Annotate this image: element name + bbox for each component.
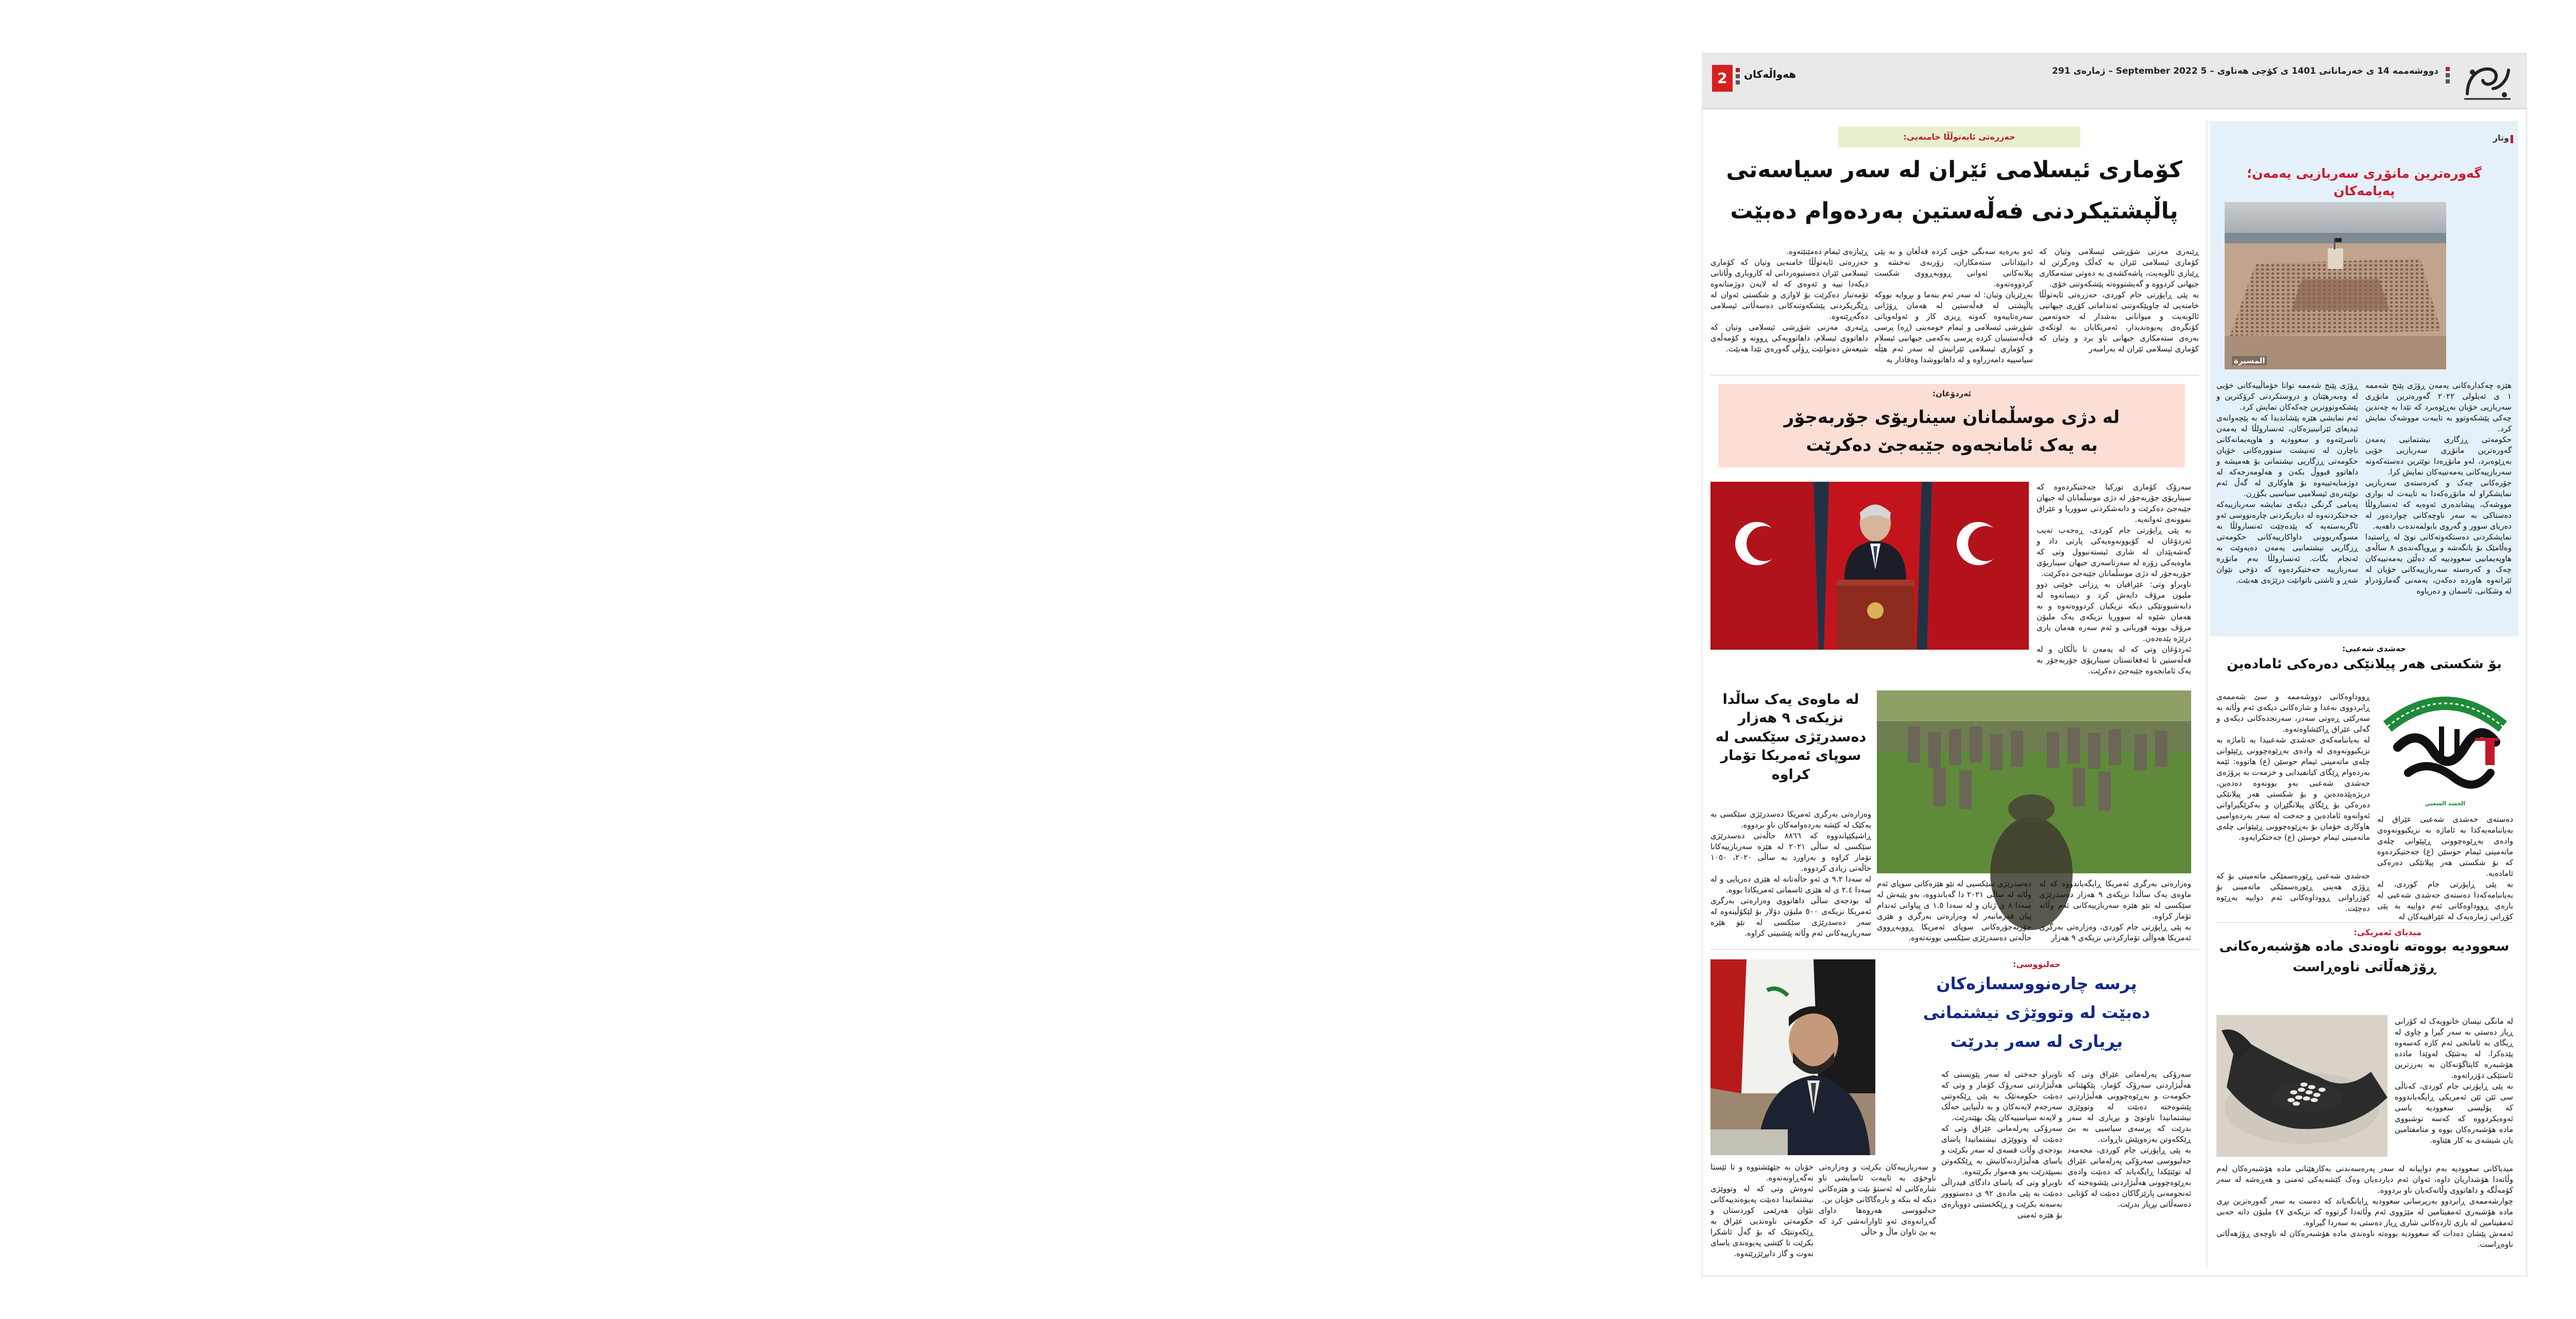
- opinion-body-right: هێزە چەکدارەکانی یەمەن ڕۆژی پێنج شەممە ١ ی ئەیلولی ٢٠٢٢ گەورەترین مانۆڕی سەربازیی خۆیان بەڕێوەبرد کە تێدا بە چەندین چەکی پێشکەوتوو بە تایبەت مووشەک نمایش کرد. حکومەتی ڕزگاری نیشتمانیی یەمەن گەورەترین مانۆڕی سەربازیی خۆیی بەڕێوەبرد، لەو مانۆڕەدا نوێترین دەستەکەوتە سەربازییەکانی یەمەنییەکان نمایش کرا. جۆرەکانی چەک و کەرەستەی سەربازیی نمایشکراو لە مانۆڕەکەدا بە تایبەت لە بواری مووشەک، پیشاندەری ئەوەیە کە ئەنسارولڵا دەستاکی بە سەر ناوچەکانی چواردەور لە دەریای سوور و گەروی بابولمەندەب داهەیە. نمایشکردنی دەستکەوتەکانی نوێ لە ڕاستیدا وەڵامێک بۆ بانگەشە و پڕوپاگەندەی ٨ ساڵەی هاوپەیمانیی سعوودییە کە دەڵێن یەمەنییەکان چەک و کەرەستە سەربازییەکانی خۆیان لە ئێرانەوە هاوردە دەکەن، یەمەنی گەمارۆدراو لە وشکانی، ئاسمان و دەریاوە: [2365, 381, 2512, 596]
- hashd-headline: بۆ شکستی هەر پیلانێکی دەرەکی ئامادەین: [2227, 656, 2502, 672]
- usarmy-headline-4: سوپای ئەمریکا تۆمار کراوە: [1720, 748, 1861, 783]
- lead-col-2: ئەو بەرەیە سەنگی خۆیی کردە قەڵغان و بە پێی دانپێدانانی ستەمکاران، زۆربەی نەخشە و پیلانەکانی ئەوانی ڕووبەڕووی شکست کردووەتەوە. بەڕێزیان وتیان: لە سەر ئەم بنەما و بڕوایە بووکە پاڵپشتی لە فەڵەستین لە هەمان ڕۆژانی سەرەتاییەوە کەوتە ڕیزی کار و ئەولەویاتی شۆڕشی ئیسلامی و ئیمام خومەینی (ڕە) پرسی فەڵەستینیان کردە پرسی یەکەمی جیهانیی ئیسلام و کۆماری ئیسلامی ئێرانیش لە سەر ئەم هێڵە سیاسییە دامەزراوە و لە داهاتووشدا وەفادار بە: [1874, 247, 2033, 364]
- halbousi-headline-3: بڕیاری لە سەر بدرێت: [1950, 1031, 2123, 1051]
- saudi-headline-2: ڕۆژهەڵاتی ناوەڕاست: [2292, 959, 2436, 975]
- page-number: 2: [1717, 70, 1727, 87]
- page-number-badge: [1712, 65, 1733, 92]
- erdogan-headline-2: بە یەک ئامانجەوە جێبەجێ دەکرێت: [1806, 435, 2098, 455]
- hashd-logo-text: الحشد الشعبي: [2425, 800, 2466, 807]
- halbousi-photo[interactable]: [1710, 959, 1875, 1155]
- erdogan-kicker: ئەردۆغان:: [1932, 389, 1972, 398]
- section-marker: [1736, 68, 1740, 91]
- usarmy-headline-1: لە ماوەی یەک ساڵدا: [1722, 691, 1859, 707]
- opinion-photo[interactable]: [2225, 202, 2446, 369]
- erdogan-photo[interactable]: [1710, 482, 2029, 650]
- halbousi-col-3: و سەربازییەکان بکرێت و وەزارەتی ناوخۆی بە تایبەت ئاسایشی ناو شارەکانی لە ئەستۆ بێت و هێزەکانی دیکە لە بنکە و بارەگاکانی خۆیان بن. حەلبووسی هەروەها داوای گەڕانەوەی ئەو ئاوارانەشی کرد کە بە بێ تاوان ماڵ و حاڵی: [1819, 1162, 1936, 1237]
- divider-army: [1710, 949, 2199, 950]
- opinion-label: وتار: [2493, 133, 2509, 143]
- opinion-body-left: ڕۆژی پێنج شەممە توانا خۆماڵییەکانی خۆیی لە وەبەرهێنان و دروستکردنی کرۆکترین و پێشکەوتووترین چەکەکان نمایش کرد. ئەم نمایشی هێزە پێشاندیدا کە بە پێچەوانەی ئیدیعای ئێرانینیزەکان، ئەنسارولڵا لە یەمەن ناسرێتەوە و سعوودیە و هاوپەیمانەکانی ناچارن لە تەنیشت سنوورەکانی خۆیان حکومەتی ڕزگاریی نیشتمانی بۆ هەمیشە و داهاتوو قبووڵ بکەن و هەلومەرجەکە لە دوژمنایەتییەوە بۆ هاوکاری لە گەڵ ئەم نوێنەرەی ئیسلامیی سیاسیی بگۆڕن. پەیامی گرنگی دیکەی نمایشە سەربازییەکە جەختکردنەوە لە دیاریکردنی چارەنووسی ئەو ئاگربەستەیە کە پێدەچێت ئەنسارولڵا بە مسوگەربوونی داواکارییەکانی حکومەتی ڕزگاریی نیشتمانیی یەمەن دەیەوێت بە ئەنجام بگات. ئەنسارولڵا بەم مانۆڕە سەربازییە جەختیکردەوە کە دۆخی نێوان شەڕ و ئاشتی ناتوانێت درێژەی هەبێت.: [2216, 381, 2358, 585]
- erdogan-headline-1: لە دژی موسڵمانان سیناریۆی جۆربەجۆر: [1784, 407, 2120, 428]
- divider-lead: [1710, 375, 2199, 376]
- usarmy-headline: [1710, 690, 1871, 784]
- usarmy-body-mid: دەسدرێژی سێکسیی لە نێو هێزەکانی سوپای ئەم وڵاتە لە ساڵی ٢٠٢١ دا گەیاندووە، بەو پێیەش لە سەدا ٨ ی ژنان و لە سەدا ١.٥ ی پیاوانی ئەندام پیان قەرمانبەر لە وەزارەتی بەرگری و هێزی جۆربەجۆرەکانی سوپای ئەمریکا ڕووبەڕووی حاڵەتی دەسدرێژی سێکسی بوونەتەوە.: [1877, 879, 2031, 942]
- opinion-label-marker: [2511, 135, 2513, 143]
- logo-mark: [2457, 58, 2518, 105]
- usarmy-headline-2: نزیکەی ٩ هەزار: [1738, 710, 1844, 726]
- dateline: دووشەممە 14 ی خەرمانانی 1401 ی کۆچی هەتاوی – 5 September 2022 – ژمارەی 291: [2052, 66, 2438, 76]
- usarmy-body-left: وەزارەتی بەرگری ئەمریکا ڕایگەیاندووە کە لە ماوەی یەک ساڵدا نزیکەی ٩ هەزار دەسدرێژی سێکسی لە نێو هێزە سەربازییەکانی ئەم وڵاتە تۆمار کراوە. بە پێی ڕاپۆرتی جام کوردی، وەزارەتی بەرگری ئەمریکا هەواڵی تۆمارکردنی نزیکەی ٩ هەزار: [2039, 879, 2192, 942]
- lead-kicker: حەزرەتی ئایەتوڵڵا خامنەیی:: [1903, 132, 2015, 142]
- lead-headline-2: پاڵپشتیکردنی فەڵەستین بەردەوام دەبێت: [1730, 198, 2178, 224]
- masthead: [1702, 53, 2527, 109]
- saudi-body-top: لە مانگی نیسان خانوویەک لە کۆرانی ڕیاز دەستی بە سەر گیرا و چاوی لە ڕیگای بە ئامانجی ئەم کارە کەسەوە پێدەکرا. لە بەشێک لەوێدا ماددە هۆشبەرە کاپتاگۆنەکان بە بەرزترین ئاستێکی دۆزرانەوە. بە پێی ڕاپۆرتی جام کوردی، کەناڵی سی ئێن ئێن ئەمریکی ڕایگەیاندووە کە پۆلیسی سعوودیە باسی ئەوەیکردووە کە کەسە توشبووی مادە هۆشبەرەکان بووە و متامفتامین یان شیشەی بە کار هێناوە.: [2395, 1017, 2513, 1145]
- usarmy-headline-3: دەسدرێژی سێکسی لە: [1715, 729, 1867, 745]
- halbousi-headline-2: دەبێت لە وتووێژی نیشتمانی: [1923, 1003, 2150, 1022]
- hashd-body-top: ڕووداوەکانی دووشەممە و سێ شەممەی ڕابردووی بەغدا و شارەکانی دیکەی ئەم وڵاتە بە سەرکێی ڕەوتی سەدر، سەرنجدەکانی دیکەی و گەلی عێراق ڕاکێشاوەتەوە. لە بەیاننامەکەی حەشدی شەعبیدا بە ئاماژە بە نزیکبوونەوەی لە وادەی بەڕێوەچوونی ڕێپێوانی چلەی ماتەمینی ئیمام حوسێن (ع) هاتووە: ئێمە بەردەوام ڕێگای کیانفیدایی و خزمەت بە پرۆژەی حەشدی شەعبی بەو بوونەوە دەدەین، دریژەپێدەدەین و بۆ شکستی هەر پیلانێکی دەرەکی بۆ ڕێگای پیلانگێڕان و بەکرێگیراوانی ئەوانەوە ئامادەین و جەخت لە سەر بەردەوامیی هاوکاری خۆمان بۆ بەڕێوەچوونی ڕێپێوانی چلەی ماتەمینی ئیمام حوسێن (ع) جەختکرایەوە.: [2216, 692, 2370, 842]
- usarmy-photo[interactable]: [1877, 690, 2191, 873]
- lead-headline-1: کۆماری ئیسلامی ئێران لە سەر سیاسەتی: [1726, 157, 2182, 183]
- lead-col-1: ڕێبەری مەزنی شۆڕشی ئیسلامی وتیان کە کۆماری ئیسلامی ئێران بە کەڵک وەرگرتن لە ڕێبازی ئالوبەیت، پاشەکشەی بە دەوتی ستەمکاری جیهانی کردووە و گەیشتووەتە پێشکەوتنی خۆی. بە پێی ڕاپۆرتی جام کوردی، حەزرەتی ئایەتوڵڵا خامنەیی لە چاوپێکەوتنی ئەندامانی کۆڕی جیهانیی ئالوبەیت و میوانانی بەشدار لە حەوتەمین کۆنگرەی پەیوەندیدار، ئەمریکایان بە لوتکەی بەرەی ستەمکاری جیهانی ناو برد و وتیان کە کۆماری ئیسلامی ئێران لە بەرامبەر: [2039, 247, 2199, 353]
- opinion-headline: گەورەترین مانۆڕی سەربازیی یەمەن؛ پەیامەکان: [2247, 166, 2482, 198]
- halbousi-headline-1: پرسە چارەنووسسازەکان: [1936, 974, 2137, 993]
- halbousi-col-4: خۆیان بە جێهێشتووە و تا ئێستا نەگەڕاونەتەوە. ئەوەش وتی کە لە وتووێژی نیشتمانیدا دەبێت پەیوەندییەکانی نێوان هەرێمی کوردستان و حکومەتی ناوەندیی عێراق بە ڕێکەوتنێک کە بۆ گەڵ ئاشکرا بکرێت تا کێشی پەیوەندی یاسای نەوت و گاز دابڕێژرێتەوە.: [1710, 1162, 1814, 1258]
- masthead-marker-right: [2446, 67, 2450, 90]
- logo[interactable]: [2457, 58, 2518, 105]
- photo-credit: المسيرة: [2232, 356, 2267, 365]
- lead-col-3: ڕێبازەی ئیمام دەمێنێتەوە. حەزرەتی ئایەتوڵڵا خامنەیی وتیان کە کۆماری ئیسلامی ئێران دەستیوەردانی لە کاروباری وڵاتانی دیکەدا نییە و ئەوەی کە لە لایەن دوژمنانەوە تۆمەتبار دەکرێت بۆ لاوازی و شکستی ئەوان لە ڕێگریکردنی پێشکەوتنەکانی دەسەڵاتی ئیسلامی دەگەڕێتەوە. ڕێبەری مەزنی شۆڕشی ئیسلامی وتیان کە داهاتووی ئیسلام، داهاتوویەکی ڕوونە و کۆمەڵەی شیعەش دەتوانێت ڕۆڵی گەورەی تێدا هەبێت.: [1710, 247, 1868, 353]
- saudi-body-bottom: میدیاکانی سعوودیە بەم دواییانە لە سەر پەرەسەندنی بەکارهێنانی مادە هۆشبەرەکان لەم وڵاتەدا هۆشداریان داوە، ئەوان ئەم دیاردەیان وەک کێشەیەکی ئەمنی و هەڕەشە لە سەر کۆمەڵگە و داهاتووی وڵاتەکەیان ناو بردووە. چوارشەممەی ڕابردوو بەرپرسانی سعوودیە ڕایانگەیاند کە دەست بە سەر گەورەترین بڕی مادە هۆشبەری ئەمفیتامین لە مێژووی ئەم وڵاتەدا گرتووە کە نزیکەی ٤٧ ملیۆن دانە حەبی ئەمفیتامین لە باری ئاردەکانی شاری ڕیاز دەستی بە سەردا گیراوە. ئەمەش پێشان دەدات کە سعوودیە بووەتە ناوەندی مادە هۆشبەرەکان لە ناوچەی ڕۆژهەڵاتی ناوەڕاست.: [2216, 1164, 2514, 1249]
- saudi-kicker: میدیای ئەمریکی:: [2353, 927, 2421, 937]
- hashd-body-left: حەشدی شەعبی ڕێورەسمێکی ماتەمینی بۆ کە ڕۆژی هەینی ڕێورەسمێکی ماتەمینی بۆ کوژراوانی ڕووداوەکانی ئەم دواییە بەڕێوە دەچێت.: [2216, 871, 2370, 913]
- halbousi-kicker: حەلبووسی:: [2012, 959, 2061, 969]
- hashd-body-right: دەستەی حەشدی شەعبی عێراق لە بەیاننامەیەکدا بە ئاماژە بە نزیکبوونەوەی وادەی بەڕێوەچوونی ڕێپێوانی چلەی ماتەمینی ئیمام حوسێن (ع) جەختیکردەوە کە بۆ شکستی هەر پیلانێکی دەرەکی ئامادەیە. بە پێی ڕاپۆرتی جام کوردی، لە بەیاننامەکەدا دەستەی حەشدی شەعبی لە بارەی ڕووداوەکانی ئەم دواییە بە پێی کۆڕانی ژمارەیەک لە عێراقییەکان لە: [2377, 815, 2513, 921]
- halbousi-col-1: سەرۆکی پەرلەمانی عێراق وتی کە هەڵبژاردنی سەرۆک کۆمار، پێکهێنانی حکومەت و بەڕێوەچوونی هەڵبژاردنی پێشوەختە دەبێت لە وتووێژی نیشتمانیدا تاوتوێ و بڕیاری لە سەر بدرێت کە پرسەی سیاسیی بە بێ ڕێککەوتن بەرەوپێش ناڕوات. بە پێی ڕاپۆرتی جام کوردی، محەمەد حەلبووسی سەرۆکی پەرلەمانی عێراق لە توێتێکدا ڕایگەیاند کە دەبێت وادەی بەڕێوەچوونی هەڵبژاردنی پێشوەختە کە ئەنجومەنی پارێزگاکان دەبێت لە کۆتایی دەسەڵاتی بڕیار بدرێت.: [2067, 1070, 2191, 1209]
- hashd-logo: [2377, 690, 2513, 809]
- hashd-kicker: حەشدی شەعبی:: [2342, 644, 2406, 653]
- usarmy-body-right: وەزارەتی بەرگری ئەمریکا دەسدرێژی سێکسی بە یەکێک لە کێشە بەردەوامەکان ناو بردووە. ڕاشیکێپاندووە کە ٨٨٦٦ حاڵەتی دەسدرێژی سێکسی لە ساڵی ٢٠٢١ لە هێزە سەربازییەکانا تۆمار کراوە و بەراورد بە ساڵی ٢٠٢٠، ١٠٥٠ حاڵەتی زیادی کردووە. لە سەدا ٩.٢ ی ئەو حاڵەتانە لە هێزی دەریایی و لە سەدا ٢.٤ ی لە هێزی ئاسمانی ئەمریکادا بووە. لە بودجەی ساڵی داهاتووی وەزارەتی بەرگری ئەمریکا نزیکەی ٥٠٠ ملیۆن دۆلار بۆ لێکۆڵینەوە لە سەر دەسدرێژی سێکسی لە نێو هێزە سەربازییەکانی ئەم وڵاتە پێشبینی کراوە.: [1710, 809, 1871, 938]
- divider-hashd: [2216, 922, 2513, 923]
- section-title: هەواڵەکان: [1744, 68, 1797, 80]
- halbousi-col-2: ناوبراو جەختی لە سەر پێویستی کە هەڵبژاردنی سەرۆک کۆمار و وتی کە دەبێت حکومەتێک بە پێی ڕێکەوتنی سەرجەم لایەنەکان و بە دڵنیایی خەڵک و لایەنە سیاسییەکان پێک بهێندرێت. سەرۆکی پەرلەمانی عێراق وتی کە دەبێت لە وتووێژی نیشتمانیدا پاسای بودجەی وڵات قسەی لە سەر بکرێت و یاسای هەڵبژاردنەکانیش بە ڕێککەوتن بسپێدرێت بەو هەموار بکرێتەوە. ناوبراو وتی کە یاسای دادگای فیدراڵی دەبێت بە پێی مادەی ٩٢ ی دەستووور بەسەنە بکرێت و ڕێکخستنی دووبارەی بۆ هێزە ئەمنی: [1941, 1070, 2062, 1220]
- erdogan-body: سەرۆک کۆماری تورکیا جەختیکردەوە کە سیناریۆی جۆربەجۆر لە دژی موسڵمانان لە جیهان جێبەجێ دەکرێت و دابەشکردنی سووریا و عێراق نموونەی ئەوانەیە. بە پێی ڕاپۆرتی جام کوردی، ڕەجەب تەیب ئەردۆغان لە کۆبوونەوەیەکی پارتی داد و گەشەپێدان لە شاری ئیستەنبوول وتی کە ماوەیەکی زۆرە لە سەرتاسەری جیهان سیناریۆی جۆربەجۆر لە دژی موسڵمانان جێبەجێ دەکرێت. ناوبراو وتی: عێراقیان بە ڕزانی خوێنی دوو ملیون مرۆڤ دابەش کرد و دیسانەوە لە دابەشبوونێکی دیکە نزیکیان کردووەتەوە و بە هەمان شێوە لە سووریا نزیکەی یەک ملیۆن مرۆڤ بوونە قوربانی و ئەم سەرە هەمان یاری درێژە پێدەدەن. ئەردۆغان وتی کە لە یەمەن تا باڵکان و لە فەڵەستین تا ئەفغانستان سیناریۆی جۆربەجۆر بە یەک ئامانجەوە جێبەجێ دەکرێت.: [2037, 482, 2191, 675]
- saudi-photo[interactable]: [2216, 1015, 2387, 1157]
- saudi-headline-1: سعوودیە بووەتە ناوەندی مادە هۆشبەرەکانی: [2219, 939, 2510, 954]
